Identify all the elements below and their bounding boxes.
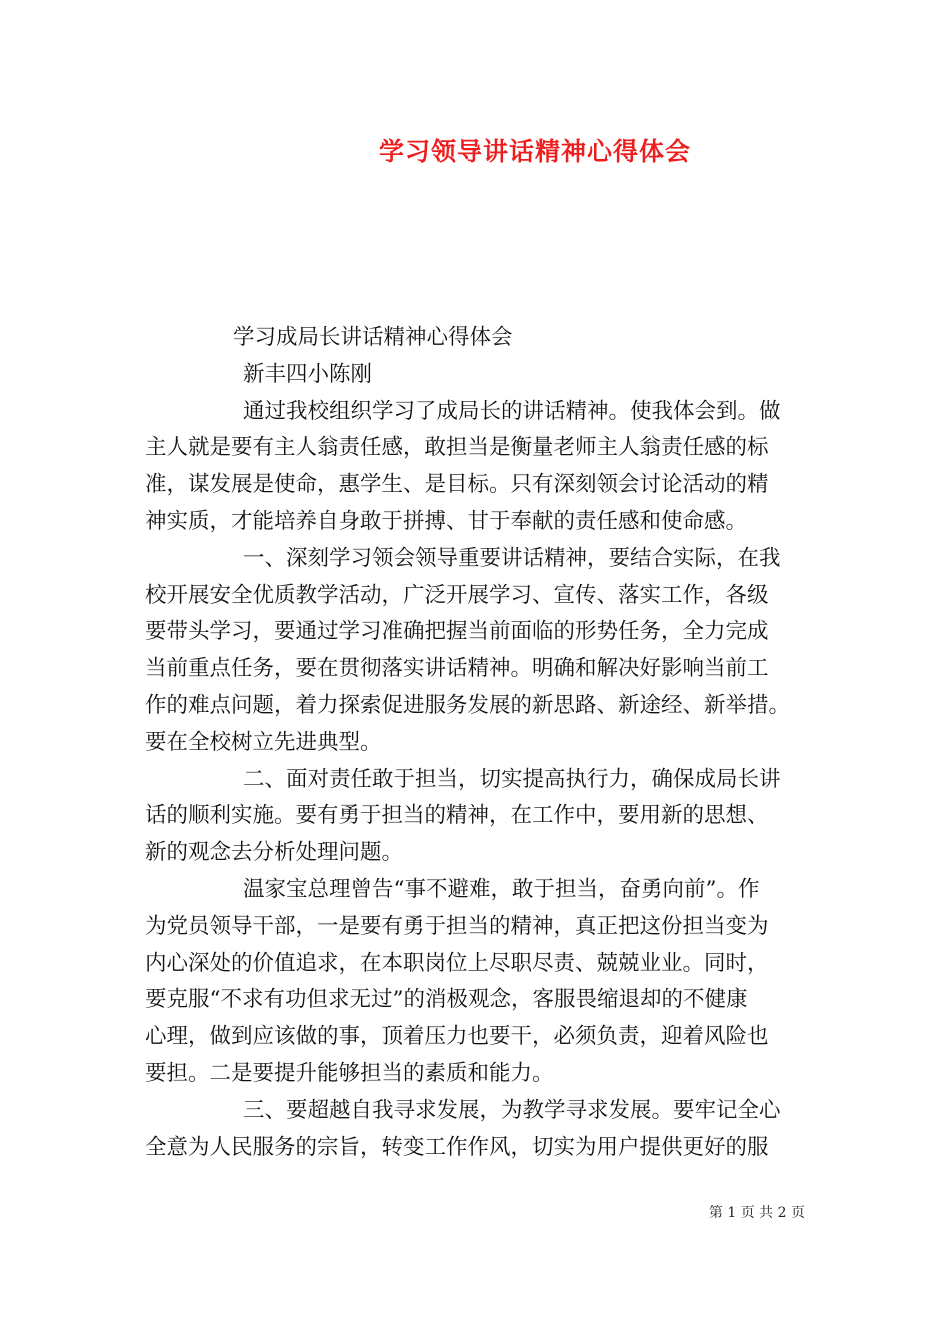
paragraph-line: 神实质，才能培养自身敢于拼搏、甘于奉献的责任感和使命感。: [145, 508, 748, 534]
paragraph-line: 心理，做到应该做的事，顶着压力也要干，必须负责，迎着风险也: [145, 1024, 769, 1050]
document-author: 新丰四小陈刚: [243, 361, 373, 387]
paragraph-line: 要担。二是要提升能够担当的素质和能力。: [145, 1060, 554, 1086]
document-subtitle: 学习成局长讲话精神心得体会: [233, 325, 513, 350]
paragraph-line: 内心深处的价值追求，在本职岗位上尽职尽责、兢兢业业。同时，: [145, 950, 769, 976]
document-title: 学习领导讲话精神心得体会: [378, 137, 691, 166]
page-number: 第 1 页 共 2 页: [708, 1205, 805, 1221]
paragraph-line: 作的难点问题，着力探索促进服务发展的新思路、新途经、新举措。: [145, 692, 791, 718]
paragraph-line: 温家宝总理曾告“事不避难，敢于担当，奋勇向前”。作: [243, 876, 760, 902]
paragraph-line: 一、深刻学习领会领导重要讲话精神，要结合实际，在我: [243, 545, 781, 571]
paragraph-line: 通过我校组织学习了成局长的讲话精神。使我体会到。做: [243, 398, 781, 424]
paragraph-line: 主人就是要有主人翁责任感，敢担当是衡量老师主人翁责任感的标: [145, 435, 769, 461]
paragraph-line: 三、要超越自我寻求发展，为教学寻求发展。要牢记全心: [243, 1097, 781, 1123]
paragraph-line: 当前重点任务，要在贯彻落实讲话精神。明确和解决好影响当前工: [145, 656, 769, 682]
paragraph-line: 为党员领导干部，一是要有勇于担当的精神，真正把这份担当变为: [145, 913, 769, 939]
paragraph-line: 新的观念去分析处理问题。: [145, 840, 404, 866]
paragraph-line: 准，谋发展是使命，惠学生、是目标。只有深刻领会讨论活动的精: [145, 472, 769, 498]
paragraph-line: 校开展安全优质教学活动，广泛开展学习、宣传、落实工作，各级: [145, 582, 769, 608]
document-body: [145, 320, 805, 1166]
paragraph-line: 要在全校树立先进典型。: [145, 729, 382, 755]
paragraph-line: 二、面对责任敢于担当，切实提高执行力，确保成局长讲: [243, 766, 781, 792]
paragraph-line: 要带头学习，要通过学习准确把握当前面临的形势任务，全力完成: [145, 619, 769, 645]
paragraph-line: 全意为人民服务的宗旨，转变工作作风，切实为用户提供更好的服: [145, 1134, 769, 1160]
paragraph-line: 话的顺利实施。要有勇于担当的精神，在工作中，要用新的思想、: [145, 803, 769, 829]
paragraph-line: 要克服“不求有功但求无过”的消极观念，客服畏缩退却的不健康: [145, 987, 748, 1013]
